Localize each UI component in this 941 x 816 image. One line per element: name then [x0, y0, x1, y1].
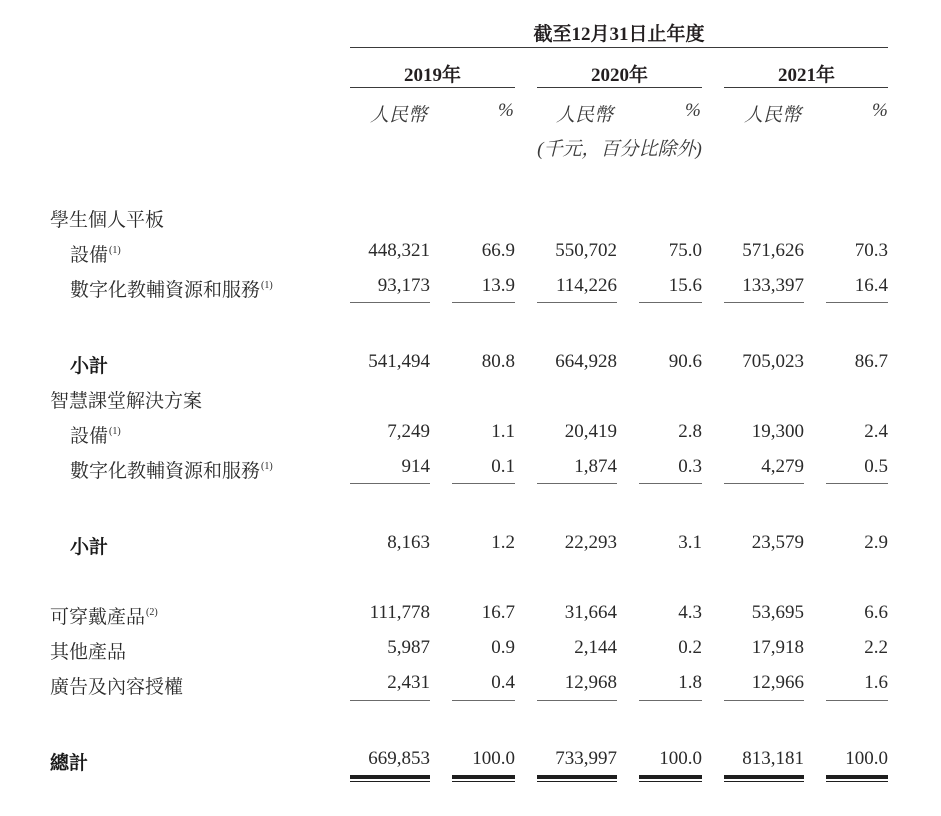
year-rule-2021 [724, 87, 888, 88]
cell-2019-percent: 16.7 [481, 602, 515, 623]
cell-2019-amount: 111,778 [369, 602, 430, 623]
cell-2019-amount: 5,987 [387, 637, 430, 658]
cell-2020-amount: 114,226 [555, 275, 617, 296]
cell-2020-amount: 20,419 [564, 421, 617, 442]
total-rule [350, 700, 430, 701]
table-row [0, 421, 941, 447]
cell-2021-amount: 571,626 [742, 240, 804, 261]
amount-subheader-2019: 人民幣 [370, 105, 428, 126]
cell-2020-amount: 1,874 [574, 456, 617, 477]
year-header-2020: 2020年 [590, 65, 648, 86]
unit-note: (千元，百分比除外) [537, 139, 702, 160]
subtotal-rule [639, 302, 702, 303]
total-rule [537, 700, 617, 701]
cell-2019-percent: 0.4 [491, 672, 515, 693]
cell-2020-percent: 0.2 [678, 637, 702, 658]
subtotal-row [0, 351, 941, 377]
cell-2020-amount: 664,928 [555, 351, 617, 372]
total-double-rule [826, 775, 888, 782]
cell-2019-percent: 0.1 [491, 456, 515, 477]
cell-2019-amount: 541,494 [368, 351, 430, 372]
subtotal-label: 小計 [70, 356, 109, 377]
cell-2020-amount: 12,968 [564, 672, 617, 693]
year-header-2021: 2021年 [777, 65, 835, 86]
cell-2020-percent: 90.6 [668, 351, 702, 372]
subtotal-label: 小計 [70, 537, 109, 558]
total-double-rule [537, 775, 617, 782]
cell-2019-percent: 66.9 [481, 240, 515, 261]
cell-2021-amount: 4,279 [761, 456, 804, 477]
cell-2020-percent: 3.1 [678, 532, 702, 553]
amount-subheader-2021: 人民幣 [744, 105, 802, 126]
cell-2021-amount: 705,023 [742, 351, 804, 372]
subtotal-rule [452, 483, 515, 484]
amount-subheader-2020: 人民幣 [556, 105, 614, 126]
row-label: 設備$^{(1)}$ [70, 426, 121, 447]
row-label: 其他產品 [50, 642, 127, 663]
cell-2021-percent: 2.2 [864, 637, 888, 658]
subtotal-rule [724, 483, 804, 484]
cell-2021-amount: 53,695 [751, 602, 804, 623]
subtotal-rule [639, 483, 702, 484]
subtotal-row [0, 532, 941, 558]
total-rule [724, 700, 804, 701]
total-rule [452, 700, 515, 701]
cell-2021-percent: 100.0 [845, 748, 888, 769]
total-rule [826, 700, 888, 701]
cell-2019-amount: 93,173 [377, 275, 430, 296]
cell-2019-percent: 100.0 [472, 748, 515, 769]
cell-2019-percent: 1.1 [491, 421, 515, 442]
period-header: 截至12月31日止年度 [533, 24, 705, 45]
table-row [0, 602, 941, 628]
cell-2019-amount: 669,853 [368, 748, 430, 769]
cell-2021-amount: 23,579 [751, 532, 804, 553]
cell-2021-percent: 1.6 [864, 672, 888, 693]
table-row [0, 275, 941, 301]
period-header-rule [350, 47, 888, 48]
cell-2021-percent: 16.4 [854, 275, 888, 296]
total-double-rule [639, 775, 702, 782]
cell-2020-percent: 2.8 [678, 421, 702, 442]
year-header-2019: 2019年 [403, 65, 461, 86]
cell-2021-percent: 2.9 [864, 532, 888, 553]
section-title-smart-classroom: 智慧課堂解決方案 [50, 391, 203, 412]
cell-2019-amount: 2,431 [387, 672, 430, 693]
cell-2020-amount: 31,664 [564, 602, 617, 623]
subtotal-rule [537, 483, 617, 484]
cell-2020-amount: 550,702 [555, 240, 617, 261]
table-row [0, 672, 941, 698]
table-row [0, 240, 941, 266]
cell-2020-amount: 2,144 [574, 637, 617, 658]
cell-2021-amount: 17,918 [751, 637, 804, 658]
total-row [0, 748, 941, 774]
cell-2021-percent: 86.7 [854, 351, 888, 372]
cell-2019-amount: 448,321 [368, 240, 430, 261]
subtotal-rule [826, 483, 888, 484]
cell-2021-amount: 813,181 [742, 748, 804, 769]
row-label: 可穿戴產品$^{(2)}$ [50, 607, 158, 628]
total-double-rule [724, 775, 804, 782]
year-rule-2019 [350, 87, 515, 88]
cell-2019-amount: 914 [401, 456, 430, 477]
cell-2019-amount: 7,249 [387, 421, 430, 442]
total-double-rule [452, 775, 515, 782]
cell-2020-percent: 75.0 [668, 240, 702, 261]
subtotal-rule [537, 302, 617, 303]
row-label: 數字化教輔資源和服務$^{(1)}$ [70, 461, 273, 482]
row-label: 廣告及內容授權 [50, 677, 184, 698]
percent-subheader-2019: % [498, 100, 514, 121]
cell-2019-percent: 1.2 [491, 532, 515, 553]
cell-2019-percent: 80.8 [481, 351, 515, 372]
subtotal-rule [452, 302, 515, 303]
cell-2021-percent: 0.5 [864, 456, 888, 477]
section-title-student-tablet: 學生個人平板 [50, 210, 165, 231]
cell-2019-amount: 8,163 [387, 532, 430, 553]
subtotal-rule [724, 302, 804, 303]
cell-2020-amount: 22,293 [564, 532, 617, 553]
cell-2020-percent: 100.0 [659, 748, 702, 769]
percent-subheader-2020: % [685, 100, 701, 121]
cell-2020-percent: 15.6 [668, 275, 702, 296]
cell-2021-percent: 6.6 [864, 602, 888, 623]
year-rule-2020 [537, 87, 702, 88]
subtotal-rule [350, 483, 430, 484]
row-label: 設備$^{(1)}$ [70, 245, 121, 266]
cell-2021-amount: 133,397 [742, 275, 804, 296]
cell-2021-percent: 70.3 [854, 240, 888, 261]
total-label: 總計 [50, 753, 89, 774]
cell-2021-percent: 2.4 [864, 421, 888, 442]
table-row [0, 456, 941, 482]
cell-2021-amount: 19,300 [751, 421, 804, 442]
total-rule [639, 700, 702, 701]
percent-subheader-2021: % [872, 100, 888, 121]
row-label: 數字化教輔資源和服務$^{(1)}$ [70, 280, 273, 301]
cell-2020-percent: 0.3 [678, 456, 702, 477]
cell-2019-percent: 0.9 [491, 637, 515, 658]
cell-2020-percent: 1.8 [678, 672, 702, 693]
cell-2020-percent: 4.3 [678, 602, 702, 623]
subtotal-rule [826, 302, 888, 303]
table-row [0, 637, 941, 663]
subtotal-rule [350, 302, 430, 303]
cell-2020-amount: 733,997 [555, 748, 617, 769]
total-double-rule [350, 775, 430, 782]
cell-2021-amount: 12,966 [751, 672, 804, 693]
cell-2019-percent: 13.9 [481, 275, 515, 296]
